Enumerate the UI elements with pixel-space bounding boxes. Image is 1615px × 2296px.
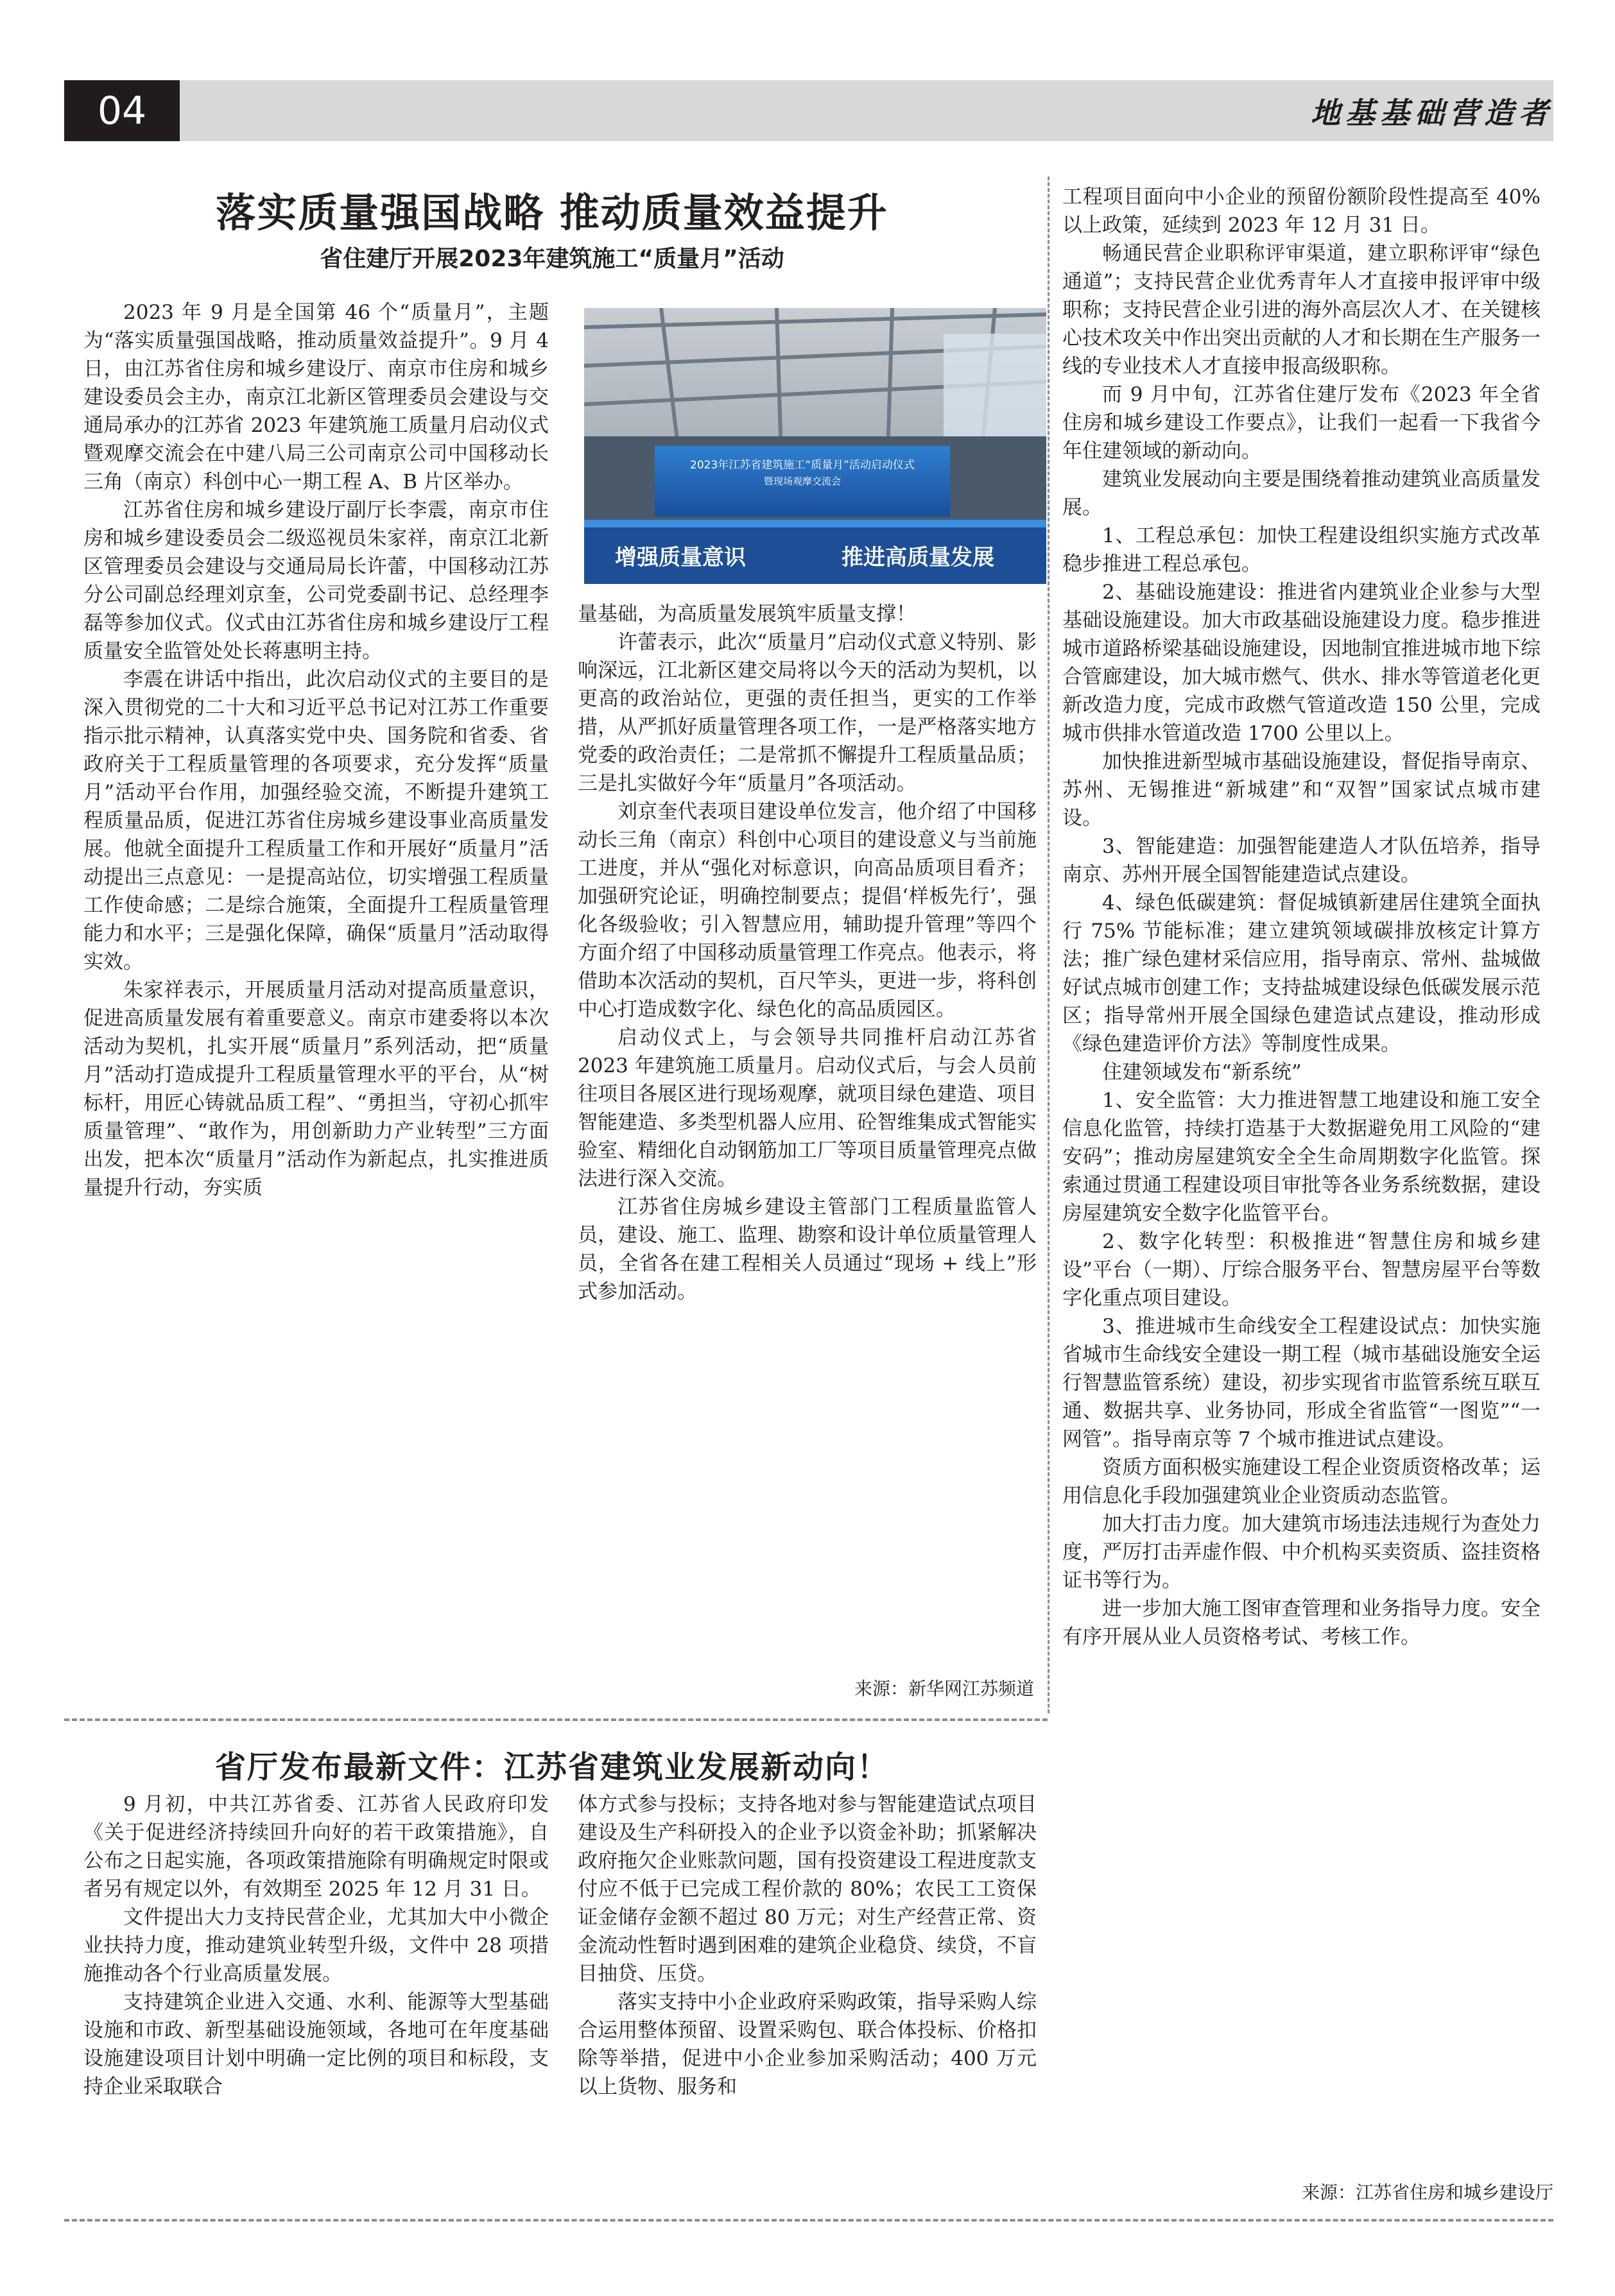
paragraph: 畅通民营企业职称评审渠道，建立职称评审“绿色通道”；支持民营企业优秀青年人才直接申报评审中级职称；支持民营企业引进的海外高层次人才、在关键核心技术攻关中作出突出贡献的人才和长期在生产服务一线的专业技术人才直接申报高级职称。 (1062, 242, 1541, 378)
paragraph: 建筑业发展动向主要是围绕着推动建筑业高质量发展。 (1062, 468, 1541, 519)
page-number: 04 (64, 80, 180, 141)
paragraph: 1、工程总承包：加快工程建设组织实施方式改革稳步推进工程总承包。 (1062, 524, 1541, 576)
banner-right: 推进高质量发展 (842, 545, 994, 570)
paragraph: 加大打击力度。加大建筑市场违法违规行为查处力度，严厉打击弄虚作假、中介机构买卖资质、盗挂资格证书等行为。 (1062, 1512, 1541, 1592)
banner-left: 增强质量意识 (615, 545, 746, 570)
paragraph: 文件提出大力支持民营企业，尤其加大中小微企业扶持力度，推动建筑业转型升级，文件中 28 项措施推动各个行业高质量发展。 (83, 1906, 549, 1985)
article2-title: 省厅发布最新文件：江苏省建筑业发展新动向！ (214, 1749, 889, 1785)
paragraph: 江苏省住房和城乡建设厅副厅长李震，南京市住房和城乡建设委员会二级巡视员朱家祥，南京江北新区管理委员会建设与交通局局长许蕾，中国移动江苏分公司副总经理刘京奎，公司党委副书记、总经理李磊等参加仪式。仪式由江苏省住房和城乡建设厅工程质量安全监管处处长蒋惠明主持。 (83, 499, 549, 663)
paragraph: 3、智能建造：加强智能建造人才队伍培养，指导南京、苏州开展全国智能建造试点建设。 (1062, 835, 1541, 886)
paragraph: 2023 年 9 月是全国第 46 个“质量月”，主题为“落实质量强国战略，推动质量效益提升”。9 月 4 日，由江苏省住房和城乡建设厅、南京市住房和城乡建设委员会主办，南京江北新区管理委员会建设与交通局承办的江苏省 2023 年建筑施工质量月启动仪式暨观摩交流会在中建八局三公司南京公司中国移动长三角（南京）科创中心一期工程 A、B 片区举办。 (83, 301, 549, 493)
paragraph: 朱家祥表示，开展质量月活动对提高质量意识，促进高质量发展有着重要意义。南京市建委将以本次活动为契机，扎实开展“质量月”系列活动，把“质量月”活动打造成提升工程质量管理水平的平台，从“树标杆，用匠心铸就品质工程”、“勇担当，守初心抓牢质量管理”、“敢作为，用创新助力产业转型”三方面出发，把本次“质量月”活动作为新起点，扎实推进质量提升行动，夯实质 (83, 979, 549, 1199)
paragraph: 江苏省住房城乡建设主管部门工程质量监管人员，建设、施工、监理、勘察和设计单位质量管理人员，全省各在建工程相关人员通过“现场 + 线上”形式参加活动。 (578, 1195, 1037, 1303)
paragraph: 4、绿色低碳建筑：督促城镇新建居住建筑全面执行 75% 节能标准；建立建筑领域碳排放核定计算方法；推广绿色建材采信应用，指导南京、常州、盐城做好试点城市创建工作；支持盐城建设绿色低碳发展示范区；指导常州开展全国绿色建造试点建设，推动形成《绿色建造评价方法》等制度性成果。 (1062, 891, 1541, 1056)
paragraph: 9 月初，中共江苏省委、江苏省人民政府印发《关于促进经济持续回升向好的若干政策措施》，自公布之日起实施，各项政策措施除有明确规定时限或者另有规定以外，有效期至 2025 年 12 月 31 日。 (83, 1793, 549, 1901)
paragraph: 资质方面积极实施建设工程企业资质资格改革；运用信息化手段加强建筑业企业资质动态监管。 (1062, 1456, 1541, 1507)
paragraph: 工程项目面向中小企业的预留份额阶段性提高至 40% 以上政策，延续到 2023 年 12 月 31 日。 (1062, 185, 1541, 237)
paragraph: 2、基础设施建设：推进省内建筑业企业参与大型基础设施建设。加大市政基础设施建设力度。稳步推进城市道路桥梁基础设施建设，因地制宜推进城市地下综合管廊建设，加大城市燃气、供水、排水等管道老化更新改造力度，完成市政燃气管道改造 150 公里，完成城市供排水管道改造 1700 公里以上。 (1062, 581, 1541, 745)
article1-subtitle: 省住建厅开展2023年建筑施工“质量月”活动 (320, 246, 784, 272)
article-divider (64, 1718, 1048, 1721)
paragraph: 支持建筑企业进入交通、水利、能源等大型基础设施和市政、新型基础设施领域，各地可在年度基础设施建设项目计划中明确一定比例的项目和标段，支持企业采取联合 (83, 1991, 549, 2098)
article1-column2 (578, 600, 1037, 1659)
paragraph: 2、数字化转型：积极推进“智慧住房和城乡建设”平台（一期）、厅综合服务平台、智慧房屋平台等数字化重点项目建设。 (1062, 1230, 1541, 1310)
paragraph: 体方式参与投标；支持各地对参与智能建造试点项目建设及生产科研投入的企业予以资金补助；抓紧解决政府拖欠企业账款问题，国有投资建设工程进度款支付应不低于已完成工程价款的 80%；农民工工资保证金储存金额不超过 80 万元；对生产经营正常、资金流动性暂时遇到困难的建筑企业稳贷、续贷，不盲目抽贷、压贷。 (578, 1793, 1037, 1985)
paragraph: 加快推进新型城市基础设施建设，督促指导南京、苏州、无锡推进“新城建”和“双智”国家试点城市建设。 (1062, 750, 1541, 830)
paragraph: 1、安全监管：大力推进智慧工地建设和施工安全信息化监管，持续打造基于大数据避免用工风险的“建安码”；推动房屋建筑安全全生命周期数字化监管。探索通过贯通工程建设项目审批等各业务系统数据，建设房屋建筑安全数字化监管平台。 (1062, 1089, 1541, 1225)
article2-column2 (578, 1790, 1037, 2214)
paragraph: 3、推进城市生命线安全工程建设试点：加快实施省城市生命线安全建设一期工程（城市基础设施安全运行智慧监管系统）建设，初步实现省市监管系统互联互通、数据共享、业务协同，形成全省监管“一图览”“一网管”。指导南京等 7 个城市推进试点建设。 (1062, 1315, 1541, 1451)
paragraph: 李震在讲话中指出，此次启动仪式的主要目的是深入贯彻党的二十大和习近平总书记对江苏工作重要指示批示精神，认真落实党中央、国务院和省委、省政府关于工程质量管理的各项要求，充分发挥“质量月”活动平台作用，加强经验交流，不断提升建筑工程质量品质，促进江苏省住房城乡建设事业高质量发展。他就全面提升工程质量工作和开展好“质量月”活动提出三点意见：一是提高站位，切实增强工程质量工作使命感；二是综合施策，全面提升工程质量管理能力和水平；三是强化保障，确保“质量月”活动取得实效。 (83, 668, 549, 973)
article2-column1 (83, 1790, 549, 2214)
paragraph: 进一步加大施工图审查管理和业务指导力度。安全有序开展从业人员资格考试、考核工作。 (1062, 1597, 1541, 1649)
newspaper-brand: 地基基础营造者 (1311, 96, 1553, 130)
paragraph: 而 9 月中旬，江苏省住建厅发布《2023 年全省住房和城乡建设工作要点》，让我们一起看一下我省今年住建领域的新动向。 (1062, 383, 1541, 463)
bottom-divider (64, 2219, 1553, 2222)
screen-text-line1: 2023年江苏省建筑施工“质量月”活动启动仪式 (690, 459, 915, 472)
paragraph: 住建领域发布“新系统” (1102, 1061, 1302, 1084)
paragraph: 启动仪式上，与会领导共同推杆启动江苏省 2023 年建筑施工质量月。启动仪式后，与会人员前往项目各展区进行现场观摩，就项目绿色建造、项目智能建造、多类型机器人应用、砼智维集成式智能实验室、精细化自动钢筋加工厂等项目质量管理亮点做法进行深入交流。 (578, 1026, 1037, 1190)
screen-text-line2: 暨现场观摩交流会 (763, 475, 842, 487)
article1-title: 落实质量强国战略 推动质量效益提升 (216, 189, 888, 236)
paragraph: 落实支持中小企业政府采购政策，指导采购人综合运用整体预留、设置采购包、联合体投标、价格扣除等举措，促进中小企业参加采购活动；400 万元以上货物、服务和 (578, 1991, 1037, 2098)
paragraph: 许蕾表示，此次“质量月”启动仪式意义特别、影响深远，江北新区建交局将以今天的活动为契机，以更高的政治站位，更强的责任担当，更实的工作举措，从严抓好质量管理各项工作，一是严格落实地方党委的政治责任；二是常抓不懈提升工程质量品质；三是扎实做好今年“质量月”各项活动。 (578, 631, 1037, 795)
event-photo (584, 308, 1046, 584)
article1-source: 来源：新华网江苏频道 (854, 1678, 1034, 1699)
column3 (1062, 183, 1541, 2137)
paragraph: 量基础，为高质量发展筑牢质量支撑！ (578, 603, 916, 626)
column3-source: 来源：江苏省住房和城乡建设厅 (1301, 2182, 1553, 2203)
article1-column1 (83, 298, 549, 1710)
paragraph: 刘京奎代表项目建设单位发言，他介绍了中国移动长三角（南京）科创中心项目的建设意义与当前施工进度，并从“强化对标意识，向高品质项目看齐；加强研究论证，明确控制要点；提倡‘样板先行’，强化各级验收；引入智慧应用，辅助提升管理”等四个方面介绍了中国移动质量管理工作亮点。他表示，将借助本次活动的契机，百尺竿头，更进一步，将科创中心打造成数字化、绿色化的高品质园区。 (578, 800, 1037, 1021)
column-divider (1048, 176, 1049, 1713)
